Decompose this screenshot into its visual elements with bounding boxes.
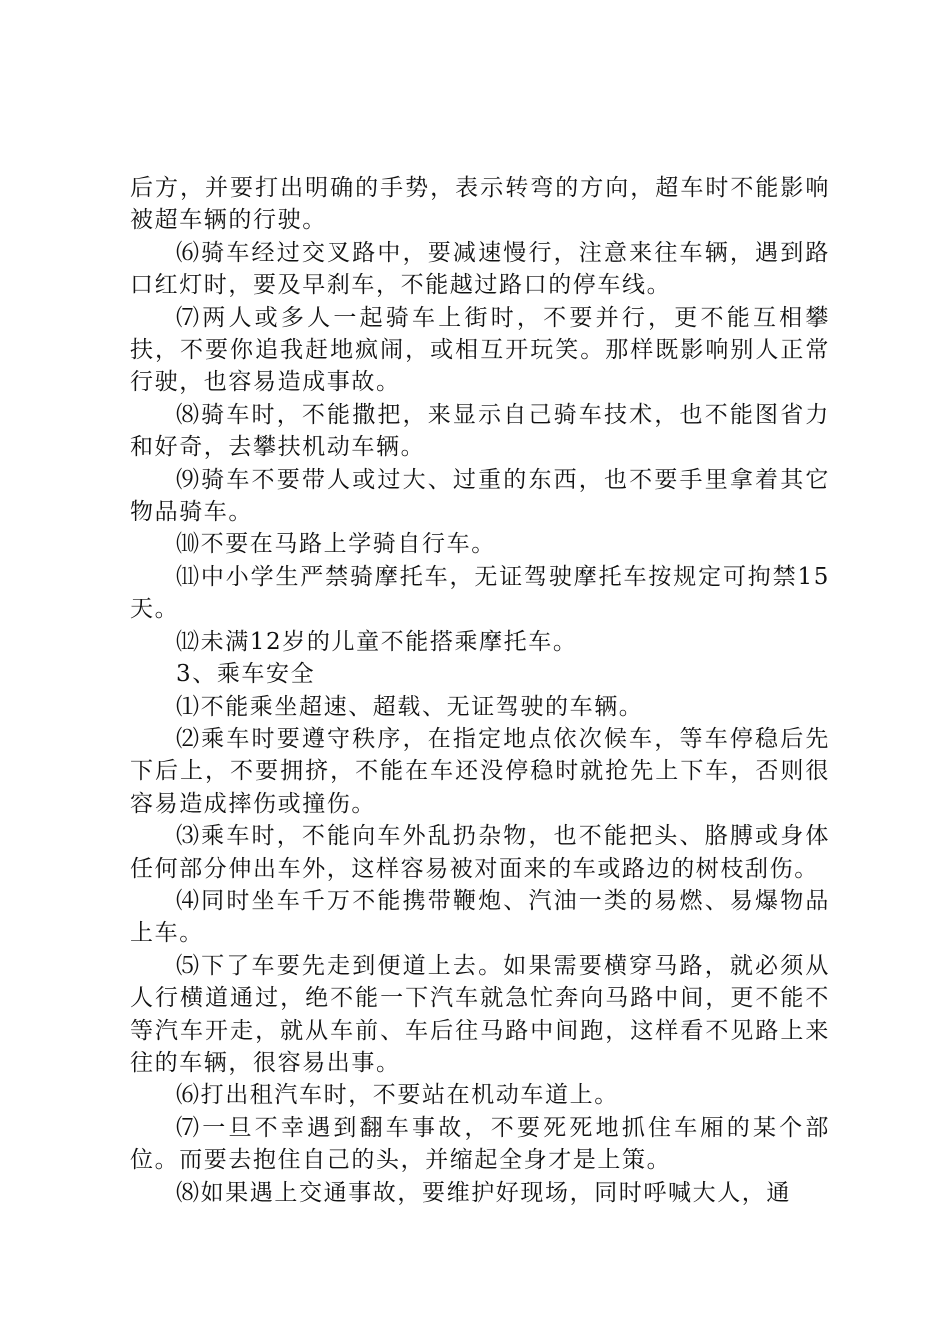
paragraph-ride-item-6: ⑹打出租汽车时，不要站在机动车道上。 — [176, 1082, 619, 1109]
document-body — [130, 172, 830, 1209]
paragraph-ride-item-1: ⑴不能乘坐超速、超载、无证驾驶的车辆。 — [176, 693, 644, 720]
paragraph-ride-item-5: ⑸下了车要先走到便道上去。如果需要横穿马路，就必须从人行横道通过，绝不能一下汽车就急忙奔向马路中间，更不能不等汽车开走，就从车前、车后往马路中间跑，这样看不见路上来往的车辆，很容易出事。 — [130, 952, 830, 1076]
paragraph-ride-item-4: ⑷同时坐车千万不能携带鞭炮、汽油一类的易燃、易爆物品上车。 — [130, 887, 830, 947]
paragraph-item-12-under-12: ⑿未满12岁的儿童不能搭乘摩托车。 — [176, 628, 578, 655]
paragraph-item-7-group-cycling: ⑺两人或多人一起骑车上街时，不要并行，更不能互相攀扶，不要你追我赶地疯闹，或相互开玩笑。那样既影响别人正常行驶，也容易造成事故。 — [130, 304, 830, 396]
paragraph-item-8-no-hands: ⑻骑车时，不能撒把，来显示自己骑车技术，也不能图省力和好奇，去攀扶机动车辆。 — [130, 401, 830, 461]
section-heading-ride-safety: 3、乘车安全 — [176, 661, 316, 688]
paragraph-item-6-cycling-intersection: ⑹骑车经过交叉路中，要减速慢行，注意来往车辆，遇到路口红灯时，要及早刹车，不能越过路口的停车线。 — [130, 239, 830, 299]
paragraph-item-11-no-motorcycle: ⑾中小学生严禁骑摩托车，无证驾驶摩托车按规定可拘禁15天。 — [130, 563, 830, 623]
paragraph-item-10-no-learning-on-road: ⑽不要在马路上学骑自行车。 — [176, 531, 496, 558]
paragraph-ride-item-7: ⑺一旦不幸遇到翻车事故，不要死死地抓住车厢的某个部位。而要去抱住自己的头，并缩起全身才是上策。 — [130, 1114, 830, 1174]
paragraph-item-9-no-passengers: ⑼骑车不要带人或过大、过重的东西，也不要手里拿着其它物品骑车。 — [130, 466, 830, 526]
paragraph-continuation: 后方，并要打出明确的手势，表示转弯的方向，超车时不能影响被超车辆的行驶。 — [130, 175, 830, 234]
paragraph-ride-item-2: ⑵乘车时要遵守秩序，在指定地点依次候车，等车停稳后先下后上，不要拥挤，不能在车还没停稳时就抢先上下车，否则很容易造成摔伤或撞伤。 — [130, 725, 830, 817]
paragraph-ride-item-3: ⑶乘车时，不能向车外乱扔杂物，也不能把头、胳膊或身体任何部分伸出车外，这样容易被对面来的车或路边的树枝刮伤。 — [130, 823, 830, 882]
paragraph-ride-item-8: ⑻如果遇上交通事故，要维护好现场，同时呼喊大人，通 — [176, 1179, 791, 1206]
